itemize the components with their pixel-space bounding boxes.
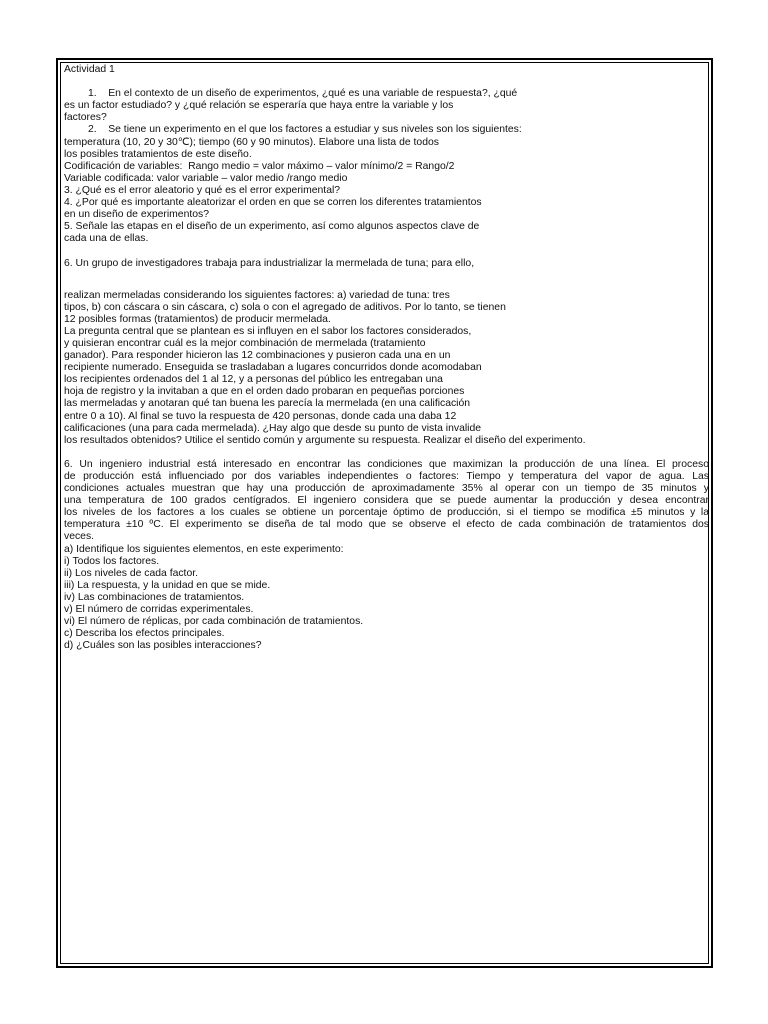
question-line: 4. ¿Por qué es importante aleatorizar el orden en que se corren los diferentes tratamientos <box>64 197 482 209</box>
spacer <box>64 76 709 88</box>
paragraph-line: ganador). Para responder hicieron las 12 combinaciones y pusieron cada una en un <box>64 350 451 362</box>
paragraph-line: recipiente numerado. Enseguida se trasladaban a lugares concurridos donde acomodaban <box>64 362 482 374</box>
paragraph-line: 12 posibles formas (tratamientos) de producir mermelada. <box>64 313 331 325</box>
paragraph-line: y quisieran encontrar cuál es la mejor combinación de mermelada (tratamiento <box>64 337 426 349</box>
question-line: en un diseño de experimentos? <box>64 209 209 221</box>
list-item: iii) La respuesta, y la unidad en que se mide. <box>64 579 271 591</box>
list-item: ii) Los niveles de cada factor. <box>64 567 198 579</box>
list-item: iv) Las combinaciones de tratamientos. <box>64 591 245 603</box>
document-title: Actividad 1 <box>64 64 115 75</box>
question-line: 1. En el contexto de un diseño de experimentos, ¿qué es una variable de respuesta?, ¿qué <box>88 88 518 100</box>
paragraph-line: una temperatura de 100 grados centígrados. El ingeniero considera que se puede aumentar la producción y desea encontrar <box>64 495 709 507</box>
document-body <box>64 64 709 652</box>
paragraph-line: entre 0 a 10). Al final se tuvo la respuesta de 420 personas, donde cada una daba 12 <box>64 410 457 422</box>
question-line: factores? <box>64 112 107 124</box>
question-line: Variable codificada: valor variable – valor medio /rango medio <box>64 172 348 184</box>
question-line: 5. Señale las etapas en el diseño de un experimento, así como algunos aspectos clave de <box>64 221 480 233</box>
question-line: Codificación de variables: Rango medio = valor máximo – valor mínimo/2 = Rango/2 <box>64 160 455 172</box>
list-item: c) Describa los efectos principales. <box>64 628 225 640</box>
spacer <box>64 447 709 459</box>
paragraph-line: 6. Un ingeniero industrial está interesado en encontrar las condiciones que maximizan la producción de una línea. El proceso <box>64 458 709 470</box>
paragraph-line: calificaciones (una para cada mermelada). ¿Hay algo que desde su punto de vista invalide <box>64 422 482 434</box>
list-item: d) ¿Cuáles son las posibles interacciones? <box>64 640 262 652</box>
paragraph-line: veces. <box>64 531 95 543</box>
question-line: es un factor estudiado? y ¿qué relación se esperaría que haya entre la variable y los <box>64 100 454 112</box>
paragraph-line: los resultados obtenidos? Utilice el sentido común y argumente su respuesta. Realizar el diseño del experimento. <box>64 434 586 446</box>
list-item: i) Todos los factores. <box>64 555 160 567</box>
question-line: los posibles tratamientos de este diseño. <box>64 148 252 160</box>
paragraph-line: de producción está influenciado por dos variables independientes o factores: Tiempo y temperatura del vapor de agua. Las <box>64 471 709 482</box>
list-item: a) Identifique los siguientes elementos, en este experimento: <box>64 543 344 555</box>
ingeniero-question <box>64 459 709 653</box>
paragraph-line: las mermeladas y anotaran qué tan buena les parecía la mermelada (en una calificación <box>64 398 471 410</box>
paragraph-line: temperatura ±10 ºC. El experimento se diseña de tal modo que se observe el efecto de cada combinación de tratamientos dos <box>64 519 709 531</box>
question-line: cada una de ellas. <box>64 233 149 245</box>
paragraph-line: condiciones actuales muestran que hay una producción de aproximadamente 35% al operar con un tiempo de 35 minutos y <box>64 483 709 495</box>
paragraph-line: La pregunta central que se plantean es si influyen en el sabor los factores considerados, <box>64 325 472 337</box>
intro-questions <box>64 88 709 245</box>
mermelada-question <box>64 290 709 447</box>
paragraph-line: tipos, b) con cáscara o sin cáscara, c) sola o con el agregado de aditivos. Por lo tanto, se tienen <box>64 301 506 313</box>
spacer <box>64 245 709 257</box>
question-line: temperatura (10, 20 y 30℃); tiempo (60 y 90 minutos). Elabore una lista de todos <box>64 136 439 148</box>
question-line: 2. Se tiene un experimento en el que los factores a estudiar y sus niveles son los siguientes: <box>88 124 522 136</box>
question-line: 3. ¿Qué es el error aleatorio y qué es el error experimental? <box>64 184 341 196</box>
list-item: v) El número de corridas experimentales. <box>64 604 254 616</box>
list-item: vi) El número de réplicas, por cada combinación de tratamientos. <box>64 616 364 628</box>
paragraph-line: realizan mermeladas considerando los siguientes factores: a) variedad de tuna: tres <box>64 289 450 301</box>
paragraph-line: los niveles de los factores a los cuales se obtiene un porcentaje óptimo de producción, si el tiempo se modifica ±5 minutos y la <box>64 507 709 519</box>
spacer <box>64 270 709 290</box>
mermelada-question-heading: 6. Un grupo de investigadores trabaja para industrializar la mermelada de tuna; para ello, <box>64 257 475 269</box>
paragraph-line: hoja de registro y la invitaban a que en el orden dado probaran en pequeñas porciones <box>64 386 465 398</box>
paragraph-line: los recipientes ordenados del 1 al 12, y a personas del público les entregaban una <box>64 374 443 386</box>
